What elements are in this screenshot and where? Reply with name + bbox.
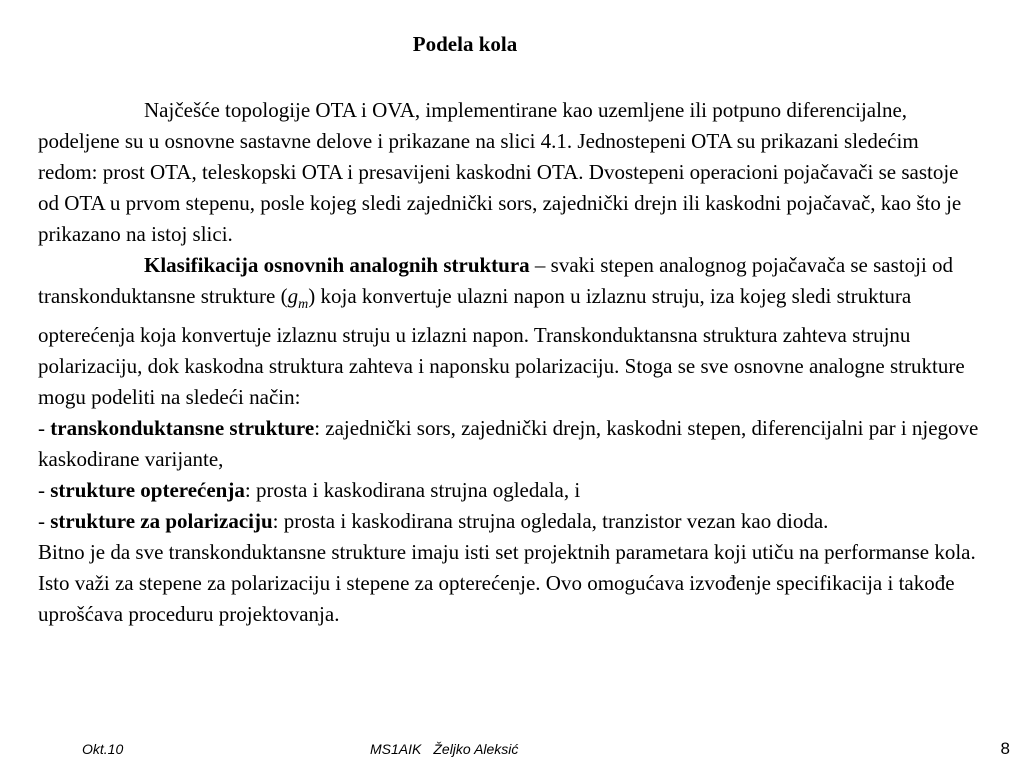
list-item-load: - strukture opterećenja: prosta i kaskodirana strujna ogledala, i xyxy=(38,478,581,503)
list-item-text: : prosta i kaskodirana strujna ogledala, i xyxy=(244,478,581,503)
footer-course-author xyxy=(370,740,518,758)
footer-date: Okt.10 xyxy=(82,741,124,757)
footer-author: Željko Aleksić xyxy=(433,741,519,757)
slide-body xyxy=(38,95,983,630)
list-item-bold: strukture opterećenja xyxy=(50,478,245,503)
paragraph-conclusion: Bitno je da sve transkonduktansne strukture imaju isti set projektnih parametara koji utiču na performanse kola. Isto važi za stepene za polarizaciju i stepene za opterećenje. Ovo omogućava izvođenje specifikacija i takođe uprošćava proceduru projektovanja. xyxy=(38,540,976,627)
list-item-text: : prosta i kaskodirana strujna ogledala, tranzistor vezan kao dioda. xyxy=(272,509,829,534)
page-number: 8 xyxy=(1000,739,1010,758)
list-item-bias: - strukture za polarizaciju: prosta i kaskodirana strujna ogledala, tranzistor vezan kao dioda. xyxy=(38,509,829,534)
slide-title: Podela kola xyxy=(412,32,518,56)
footer-course: MS1AIK xyxy=(370,741,422,757)
classification-heading: Klasifikacija osnovnih analognih struktura xyxy=(144,253,530,277)
list-item-bold: strukture za polarizaciju xyxy=(50,509,273,534)
list-item-bold: transkonduktansne strukture xyxy=(50,416,315,441)
list-item-transconductance: - transkonduktansne strukture: zajednički sors, zajednički drejn, kaskodni stepen, diferencijalni par i njegove kaskodirane varijante, xyxy=(38,416,979,472)
classification-text-a: – svaki stepen analognog pojačavača se sastoji od transkonduktansne strukture ( xyxy=(38,253,954,308)
list-item-text: : zajednički sors, zajednički drejn, kaskodni stepen, diferencijalni par i njegove kaskodirane varijante, xyxy=(38,416,979,472)
classification-text-b: ) koja konvertuje ulazni napon u izlaznu struju, iza kojeg sledi struktura opterećenja koja konvertuje izlaznu struju u izlazni napon. Transkonduktansna struktura zahteva strujnu polarizaciju, dok kaskodna struktura zahteva i naponsku polarizaciju. Stoga se sve osnovne analogne strukture mogu podeliti na sledeći način: xyxy=(38,284,965,410)
paragraph-topologies: Najčešće topologije OTA i OVA, implementirane kao uzemljene ili potpuno diferencijalne, podeljene su u osnovne sastavne delove i prikazane na slici 4.1. Jednostepeni OTA su prikazani sledećim redom: prost OTA, teleskopski OTA i presavijeni kaskodni OTA. Dvostepeni operacioni pojačavači se sastoje od OTA u prvom stepenu, posle kojeg sledi zajednički sors, zajednički drejn ili kaskodni pojačavač, kao što je prikazano na istoj slici. xyxy=(38,98,962,246)
gm-symbol: $g_m$ xyxy=(287,284,309,313)
paragraph-classification xyxy=(38,250,983,413)
